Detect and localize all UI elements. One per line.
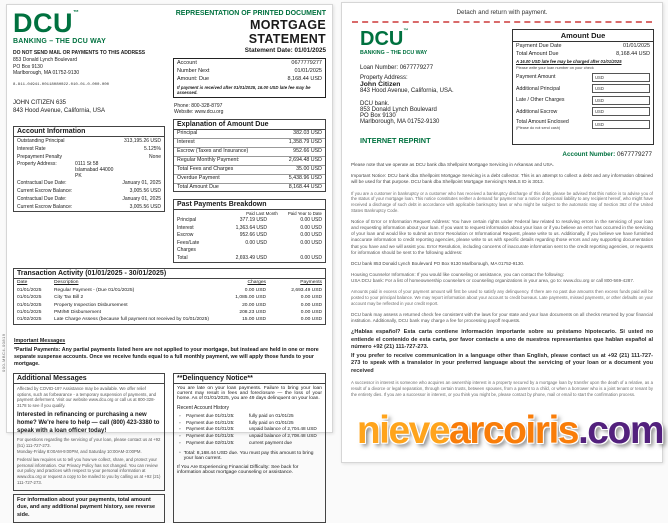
history-item <box>174 420 325 427</box>
recipient-name: JOHN CITIZEN 635 <box>13 100 67 106</box>
field-label: Late / Other Charges <box>516 97 565 104</box>
additional-escrow-input[interactable]: USD <box>592 107 650 116</box>
explanation-row <box>174 166 325 175</box>
sender-pobox: PO Box 9130 <box>13 63 43 70</box>
borrower-name: John Citizen <box>360 81 401 88</box>
ytd-value: 0.00 USD <box>300 254 322 261</box>
past-payments-title: Past Payments Breakdown <box>174 200 325 210</box>
row-label: Contractual Due Date: <box>17 196 67 203</box>
bullet-icon: ▫ <box>179 412 181 418</box>
website-line: Website: www.dcu.org <box>174 108 224 115</box>
row-label: Current Escrow Balance: <box>17 188 73 195</box>
tx-description: Property Inspection Disbursement <box>54 302 128 308</box>
bank-street: 853 Donald Lynch Boulevard <box>360 107 437 113</box>
row-value: 1,358.79 USD <box>288 138 322 145</box>
page1-left-column <box>13 10 165 263</box>
row-value: 5.125% <box>144 146 161 153</box>
row-value: 313,195.26 USD <box>124 138 161 145</box>
bullet-icon: ▫ <box>179 440 181 446</box>
row-label: Total <box>177 254 188 261</box>
trademark-symbol: ™ <box>73 10 80 16</box>
coupon-header-section <box>350 29 654 145</box>
dcu-tagline: BANKING – THE DCU WAY <box>360 50 428 56</box>
sender-street: 853 Donald Lynch Boulevard <box>13 56 78 63</box>
loan-number-line <box>360 65 510 71</box>
due-date-value: 01/01/2025 <box>294 67 322 74</box>
statement-date: Statement Date: 01/01/2025 <box>244 47 326 54</box>
additional-principal-input[interactable]: USD <box>592 84 650 93</box>
row-label: Escrow (Taxes and Insurance) <box>177 147 249 154</box>
housing-counselor-line1: Housing Counselor Information: If you would like counseling or assistance, you can contact the following: <box>351 272 564 278</box>
explanation-row <box>174 148 325 157</box>
page1-bottom-section <box>13 373 326 523</box>
account-information-title: Account Information <box>14 127 164 137</box>
history-status: unpaid balance of 2,704.48 USD <box>249 426 317 432</box>
row-value: January 01, 2025 <box>122 196 161 203</box>
tx-charge: 0.00 USD <box>244 287 266 293</box>
watermark-part-arcoiris: arcoiris <box>449 409 578 452</box>
late-other-charges-input[interactable]: USD <box>592 96 650 105</box>
property-address-label: Property Address: <box>360 75 408 81</box>
tx-description: Late Charge Assess (because full payment not received by 01/01/2025) <box>54 317 209 323</box>
bullet-icon: ▫ <box>179 433 181 439</box>
trademark-symbol: ™ <box>403 28 409 34</box>
tx-date: 01/01/2025 <box>17 295 42 301</box>
account-number-row <box>174 60 325 68</box>
transaction-activity-title: Transaction Activity (01/01/2025 - 30/01/2025) <box>14 269 325 279</box>
transaction-row <box>14 309 325 316</box>
row-value: 3,005.56 USD <box>129 188 161 195</box>
explanation-of-amount-due-box <box>173 119 326 193</box>
privacy-message: Federal law requires us to tell you how we collect, share, and protect your personal information. Our Privacy Policy has not changed. You can review our policy and practices with respect to your personal information at www.dcu.org or request a copy to be mailed to you by calling us at +92 (21) 111-727-273. <box>17 456 161 485</box>
statement-title: MORTGAGE STATEMENT <box>248 18 326 46</box>
sender-address-block <box>13 50 165 77</box>
late-fee-note: If payment is received after 01/01/2025, 16.00 USD late fee may be assessed. <box>177 84 311 95</box>
history-due: Payment due 01/01/25: <box>186 419 235 425</box>
total-enclosed-input[interactable]: USD <box>592 120 650 129</box>
delinquency-notice-title: **Delinquency Notice** <box>174 374 325 384</box>
field-label: Additional Escrow <box>516 108 558 115</box>
tx-date: 01/01/2025 <box>17 287 42 293</box>
loan-number-value: 0677779277 <box>399 65 434 71</box>
history-due: Payment due 01/01/25: <box>186 433 235 439</box>
amount-due-title: Amount Due <box>513 30 653 42</box>
tx-payment: 0.00 USD <box>300 295 322 301</box>
row-value: 382.03 USD <box>293 129 322 136</box>
row-label: Contractual Due Date: <box>17 180 67 187</box>
field-label <box>516 119 569 131</box>
delinquency-total-line <box>177 451 322 461</box>
tx-date: 01/01/2025 <box>17 302 42 308</box>
tx-description: PMI/MI Disbursement <box>54 309 102 315</box>
transaction-row <box>14 302 325 309</box>
transaction-header-row <box>14 279 325 286</box>
row-label: Interest <box>177 138 195 145</box>
page-2-payment-coupon <box>341 2 663 463</box>
row-label: Total Fees and Charges <box>177 165 234 172</box>
ytd-value: 0.00 USD <box>300 232 322 239</box>
dcu-tagline: BANKING – THE DCU WAY <box>13 38 107 45</box>
account-info-row <box>14 137 164 145</box>
account-info-row <box>14 195 164 203</box>
row-label: Prepayment Penalty <box>17 154 63 161</box>
servicing-hours: Monday-Friday 8:00AM-9:00PM, and Saturday 10:00AM-3:00PM. <box>17 448 142 454</box>
refinance-message: Interested in refinancing or purchasing a new home? We're here to help — call (800) 423-3380 to speak with a loan officer today! <box>17 412 160 435</box>
row-label: Current Escrow Balance: <box>17 204 73 211</box>
past-payments-row <box>174 217 325 225</box>
representation-label: REPRESENTATION OF PRINTED DOCUMENT <box>175 10 326 17</box>
month-value: 952.66 USD <box>239 232 267 239</box>
reverse-side-note-box <box>13 494 165 523</box>
past-payments-box <box>173 199 326 263</box>
tx-description: Regular Payment - (Due 01/01/2025) <box>54 287 135 293</box>
row-value: 952.66 USD <box>293 147 322 154</box>
phone-line: Phone: 800-328-8797 <box>174 102 223 109</box>
borrower-address: 843 Hood Avenue, California, USA. <box>360 88 454 94</box>
col-payments: Payments <box>300 280 322 286</box>
bullet-icon: ▫ <box>179 426 181 432</box>
transaction-row <box>14 316 325 323</box>
row-label: Escrow <box>177 232 194 239</box>
spanish-notice: ¿Hablas español? Esta carta contiene información importante sobre su préstamo hipotecario. Si usted no entiende el contenido de esta carta, por favor contacte a uno de nuestros representantes que hablan español al número +92 (21) 111-727-273. <box>351 329 653 351</box>
check-instruction-note: Please write your loan number on your check <box>516 65 594 71</box>
history-due: Payment due 01/01/25: <box>186 412 235 418</box>
page1-right-column <box>173 10 326 263</box>
transaction-row <box>14 294 325 301</box>
row-label: Outstanding Principal <box>17 138 65 145</box>
tx-date: 01/02/2025 <box>17 317 42 323</box>
tx-charge: 1,085.00 USD <box>235 295 266 301</box>
past-payments-row <box>174 232 325 240</box>
amount-due-box <box>512 29 654 145</box>
history-status: fully paid on 01/01/25 <box>249 412 294 418</box>
reverse-side-note: For information about your payments, total amount due, and any additional payment history, see reverse side. <box>17 496 156 519</box>
tx-description: City Tax Bill 2 <box>54 295 84 301</box>
loan-number-label: Loan Number: <box>360 65 399 71</box>
account-summary-box <box>173 58 326 98</box>
internet-reprint-label: INTERNET REPRINT <box>360 136 431 145</box>
tx-payment: 0.00 USD <box>300 302 322 308</box>
delinquency-notice-box <box>173 373 326 523</box>
account-number-label: Account Number: <box>562 151 616 158</box>
history-item <box>174 426 325 433</box>
additional-messages-title: Additional Messages <box>14 374 164 384</box>
row-label: Amount: Due <box>177 75 210 82</box>
excess-payments-paragraph: Amounts paid in excess of your payment amount will first be used to satisfy any delinquency. If there are no past due amounts then excess funds paid will be posted to your principal balance. We may report information about your account to credit bureaus. Late payments, missed payments, or other defaults on your account may be reflected in your credit report. <box>351 289 653 307</box>
month-value: 2,693.49 USD <box>235 254 267 261</box>
tx-payment: 2,693.49 USD <box>291 287 322 293</box>
past-payments-header <box>174 210 325 217</box>
row-value: 8,168.44 USD <box>288 183 322 190</box>
financial-difficulty-note: If You Are Experiencing Financial Difficulty: See back for information about mortgage counseling or assistance. <box>177 464 299 475</box>
account-info-row <box>14 153 164 161</box>
past-payments-total-row <box>174 255 325 263</box>
additional-messages-box <box>13 373 165 491</box>
tx-payment: 0.00 USD <box>300 309 322 315</box>
row-value: January 01, 2025 <box>122 180 161 187</box>
bank-address-block <box>360 101 510 125</box>
returned-check-paragraph: DCU bank may assess a returned check fee consistent with the laws for your state and your loan documents on all checks returned by your financial institution. Additionally, DCU bank may charge a fee for processing payoff requests. <box>351 311 653 324</box>
explanation-row <box>174 157 325 166</box>
dcu-logo-text: DCU <box>13 8 73 38</box>
row-label: Overdue Payment <box>177 174 220 181</box>
explanation-row <box>174 139 325 148</box>
history-status: unpaid balance of 2,708.48 USD <box>249 433 317 439</box>
detach-dashed-line <box>352 21 652 23</box>
amount-due-value: 8,168.44 USD <box>287 75 322 82</box>
transaction-row <box>14 287 325 294</box>
additional-escrow-row <box>513 107 653 116</box>
watermark-part-nieve: nieve <box>356 409 450 452</box>
explanation-row <box>174 175 325 184</box>
property-line: 0111 St 58 <box>75 161 99 168</box>
delinquency-intro: You are late on your loan payments. Failure to bring your loan current may result in fees and foreclosure — the loss of your home. As of 01/01/2025, you are 49 days delinquent on your loan. <box>177 385 322 401</box>
mail-routing-code: 8-811-04941-0011808H022-010-01-0-000-000 <box>13 83 110 87</box>
dcu-logo <box>13 10 165 37</box>
col-charges: Charges <box>247 280 266 286</box>
history-status: current payment due <box>249 440 292 446</box>
field-label: Payment Amount <box>516 74 556 81</box>
row-label: Payment Due Date <box>516 43 562 49</box>
history-due: Payment due 01/01/25: <box>186 426 235 432</box>
dcu-logo-text: DCU <box>360 28 404 50</box>
page-1-mortgage-statement <box>1 4 333 519</box>
total-amount-due-row <box>513 50 653 58</box>
bank-pobox: PO Box 9130 <box>360 113 396 119</box>
history-due: Payment due 02/01/25: <box>186 440 235 446</box>
row-label: Fees/Late Charges <box>177 239 200 254</box>
notice-of-error-paragraph: Notice of Error or Information Request Address: You have certain rights under Federal law related to resolving errors in the servicing of your loan and requesting information about your loan. If you want to request information about your loan or if you believe an error has occurred in the servicing of your loan and would like to submit an Error Resolution or Informational Request, please write to us. Additionally, if you believe we have furnished inaccurate information to credit reporting agencies, please write to us with specific details regarding those errors and any supporting documentation that you have and we will assist you. Error Resolution, including concerns of inaccurate information sent to the credit reporting agencies, or requests for information should be sent to the following address: <box>351 218 653 255</box>
page1-bottom-left <box>13 373 165 523</box>
bullet-icon: ▫ <box>179 450 181 456</box>
col-description: Description <box>54 280 79 286</box>
month-value: 377.19 USD <box>239 217 267 224</box>
edge-print-code: 000-MBC4-00819 <box>1 333 6 372</box>
tx-charge: 20.00 USD <box>242 302 266 308</box>
property-line: PK <box>75 173 82 180</box>
row-value: 8,168.44 USD <box>616 51 650 58</box>
account-number-value: 0677779277 <box>291 60 322 66</box>
total-enclosed-label: Total Amount Enclosed <box>516 118 569 125</box>
history-status: fully paid on 01/01/25 <box>249 419 294 425</box>
ytd-value: 0.00 USD <box>300 239 322 246</box>
do-not-send-warning: DO NOT SEND MAIL OR PAYMENTS TO THIS ADDRESS <box>13 50 146 56</box>
covid-message: Affected by COVID-19? Assistance may be available. We offer relief options, such as forbearance - a temporary suspension of payments, and payment deferment. Visit our website www.dcu.org or call us at 800-328-3178 to see if you qualify. <box>17 385 157 409</box>
debt-collector-notice: Important Notice: DCU bank dba Shellpoint Mortgage Servicing is a debt collector. This is an attempt to collect a debt and any information obtained will be used for that purpose. DCU bank dba Shellpoint Mortgage Servicing's NMLS ID is 3013. <box>351 173 653 185</box>
field-label: Additional Principal <box>516 85 561 92</box>
dcu-logo <box>360 29 510 49</box>
row-label: Principal <box>177 217 197 224</box>
ytd-value: 0.00 USD <box>300 217 322 224</box>
account-number-value: 0677779277 <box>616 151 652 158</box>
delinquency-total-text: Total: 8,168.44 USD due. You must pay this amount to bring your loan current. <box>183 450 314 461</box>
payment-amount-row <box>513 73 653 82</box>
watermark-part-com: .com <box>577 409 663 452</box>
bank-city: Marlborough, MA 01752-9130 <box>360 119 440 125</box>
history-item <box>174 440 325 447</box>
row-value: 2,694.48 USD <box>288 156 322 163</box>
account-information-box <box>13 126 165 212</box>
row-label: Account <box>177 60 197 66</box>
row-label: Interest Rate <box>17 146 46 153</box>
bullet-icon: ▫ <box>179 419 181 425</box>
next-due-row <box>174 68 325 76</box>
row-value: 01/01/2025 <box>623 43 650 49</box>
recipient-block <box>13 99 165 115</box>
row-label: Property Address: <box>17 161 57 168</box>
col-paid-last-month: Paid Last Month <box>246 211 278 217</box>
payment-due-date-row <box>513 42 653 50</box>
site-watermark <box>357 409 663 453</box>
month-value: 0.00 USD <box>245 239 267 246</box>
partial-payments-message: *Partial Payments: Any partial payments listed here are not applied to your mortgage, but instead are held in one or more separate suspense accounts. Once we receive funds equal to a full monthly payment, we will apply those funds to your mortgage. <box>14 346 319 368</box>
past-payments-row <box>174 225 325 233</box>
property-address-lines <box>75 161 113 179</box>
coupon-left-block <box>350 29 510 145</box>
bankruptcy-paragraph: If you are a customer in bankruptcy or a customer who has received a bankruptcy discharge of this debt, please be advised that this notice is to advise you of the status of your mortgage loan. This notice constitutes neither a demand for payment nor a notice of personal liability to any recipient hereof, who might have received a discharge of such debt in accordance with applicable bankruptcy laws or who might be subject to the automatic stay of Section 362 of the United States Bankruptcy Code. <box>351 190 653 213</box>
account-info-row <box>14 187 164 195</box>
explanation-title: Explanation of Amount Due <box>174 120 325 130</box>
row-value: 35.00 USD <box>296 165 322 172</box>
dba-paragraph: Please note that we operate as DCU bank dba Shellpoint Mortgage Servicing in Arkansas and USA. <box>351 162 555 167</box>
mailing-address-line: DCU bank 853 Donald Lynch Boulevard PO Box 9130 Marlborough, MA 01752-9130. <box>351 260 525 266</box>
account-info-row <box>14 145 164 153</box>
row-label: Number Next <box>177 67 210 74</box>
row-label: Total Amount Due <box>516 51 559 58</box>
total-enclosed-row <box>513 119 653 131</box>
explanation-row <box>174 130 325 139</box>
row-value: 3,005.56 USD <box>129 204 161 211</box>
important-messages-section <box>13 329 326 369</box>
no-cash-note: (Please do not send cash) <box>516 125 561 130</box>
contact-block <box>174 103 325 115</box>
tx-charge: 208.23 USD <box>239 309 266 315</box>
row-label: Principal <box>177 129 198 136</box>
late-other-charges-row <box>513 96 653 105</box>
disclosure-paragraphs <box>350 162 654 398</box>
history-item <box>174 413 325 420</box>
row-value: None <box>149 154 161 161</box>
property-address-row <box>14 161 164 179</box>
successor-in-interest-paragraph: A successor in interest is someone who acquires an ownership interest in a property secured by a mortgage loan by transfer upon the death of a relative, as a result of a divorce or legal separation, through certain trusts, between spouses, from a parent to a child, or when a borrower who is a joint tenant or tenant by the entirety dies. If you are a successor in interest, or you think you might be, please contact by phone, mail or email to start the confirmation process. <box>351 380 653 398</box>
row-label: Regular Monthly Payment: <box>177 156 240 163</box>
housing-counselor-line2: USA DCU bank: For a list of homeownership counselors or counseling organizations in your area, go to: www.dcu.org or call 800-569-4287. <box>351 278 635 284</box>
recipient-address: 843 Hood Avenue, California, USA <box>13 108 105 115</box>
row-label: Total Amount Due <box>177 183 219 190</box>
important-messages-title: Important Messages <box>14 337 66 344</box>
account-info-row <box>14 203 164 211</box>
account-info-row <box>14 179 164 187</box>
additional-principal-row <box>513 84 653 93</box>
payment-amount-input[interactable]: USD <box>592 73 650 82</box>
translator-notice: If you prefer to receive communication in a language other than English, please contact us at +92 (21) 111-727-273 to speak with a translator in your preferred language about the servicing of your loan or a document you received <box>351 352 653 374</box>
tx-date: 01/01/2025 <box>17 309 42 315</box>
servicing-message: For questions regarding the servicing of your loan, please contact us at +92 (51) 111-727-273. <box>17 437 161 449</box>
row-value: 5,438.96 USD <box>288 174 322 181</box>
amount-due-row <box>174 76 325 84</box>
tx-payment: 0.00 USD <box>300 317 322 323</box>
transaction-activity-box <box>13 268 326 324</box>
sender-city: Marlborough, MA 01752-9130 <box>13 70 80 77</box>
page1-top-section <box>13 10 326 263</box>
ytd-value: 0.00 USD <box>300 224 322 231</box>
detach-instruction: Detach and return with payment. <box>456 9 548 16</box>
account-number-line <box>352 151 652 158</box>
bank-name: DCU bank. <box>360 101 390 107</box>
col-paid-year-to-date: Paid Year to Date <box>287 211 322 217</box>
month-value: 1,363.64 USD <box>235 224 267 231</box>
col-date: Date <box>17 280 28 286</box>
late-fee-warning: A 16.00 USD late fee may be charged after 01/01/2025 <box>516 59 622 65</box>
row-label: Interest <box>177 224 194 231</box>
recent-account-history-title: Recent Account History <box>177 404 229 411</box>
past-payments-row <box>174 240 325 255</box>
explanation-total-row <box>174 184 325 192</box>
history-item <box>174 433 325 440</box>
tx-charge: 15.00 USD <box>242 317 266 323</box>
property-line: Islamabad 44000 <box>75 167 114 174</box>
